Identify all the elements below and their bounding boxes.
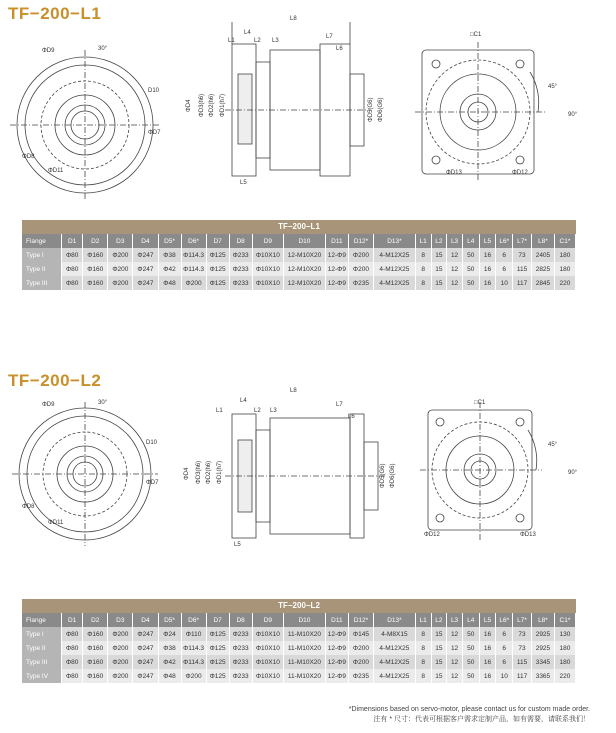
table-cell: 15 (431, 669, 447, 683)
label-d7-2: ΦD7 (146, 480, 159, 486)
table-cell: 4-M12X25 (374, 655, 416, 669)
table-cell: 12-Φ9 (325, 276, 348, 290)
table-cell: 50 (462, 655, 479, 669)
table-cell: Φ247 (133, 262, 158, 276)
label-45deg: 45° (548, 84, 558, 90)
section2-drawings (0, 384, 616, 554)
table-cell: 220 (554, 276, 575, 290)
label-d10: D10 (148, 88, 160, 94)
column-header: D9 (252, 613, 283, 627)
table-cell: 16 (479, 655, 496, 669)
table-cell: 8 (415, 655, 431, 669)
table-cell: Φ125 (206, 248, 229, 262)
label-d13: ΦD13 (446, 170, 462, 176)
table-cell: 117 (513, 669, 532, 683)
table-cell: 115 (513, 262, 532, 276)
label-l8: L8 (290, 16, 297, 22)
table-cell: Φ200 (348, 655, 373, 669)
label-90deg: 90° (568, 112, 578, 118)
column-header: L6* (496, 234, 513, 248)
label-d8-2: ΦD8 (22, 504, 35, 510)
dimension-table-l1 (22, 234, 576, 290)
label-l5: L5 (240, 180, 247, 186)
column-header: D6* (181, 613, 206, 627)
table-row (22, 262, 576, 276)
table-cell: 4-M12X25 (374, 248, 416, 262)
table-cell: Φ80 (62, 248, 83, 262)
table-cell: Φ125 (206, 276, 229, 290)
table-cell: 11-M10X20 (284, 641, 326, 655)
table-cell: 15 (431, 248, 447, 262)
column-header: L5 (479, 234, 496, 248)
table-cell: Φ247 (133, 669, 158, 683)
table-cell: 12-Φ9 (325, 248, 348, 262)
column-header: D2 (83, 234, 108, 248)
table-cell: 4-M8X15 (374, 627, 416, 641)
column-header: D13* (374, 234, 416, 248)
column-header: L8* (531, 234, 554, 248)
label-l6-2: L6 (348, 414, 355, 420)
footnote (349, 705, 590, 725)
row-header: Type II (22, 262, 62, 276)
table-cell: 4-M12X25 (374, 276, 416, 290)
label-45deg-2: 45° (548, 442, 558, 448)
side-view-drawing-2 (225, 414, 385, 538)
label-90deg-2: 90° (568, 470, 578, 476)
table-cell: Φ200 (348, 248, 373, 262)
label-30deg-2: 30° (98, 400, 108, 406)
dimension-table-l2 (22, 613, 576, 683)
table-cell: Φ200 (108, 248, 133, 262)
table-cell: 12-M10X20 (284, 276, 326, 290)
table-cell: 6 (496, 262, 513, 276)
table-cell: Φ160 (83, 641, 108, 655)
row-header: Type IV (22, 669, 62, 683)
column-header: D10 (284, 613, 326, 627)
table-cell: Φ114.3 (181, 655, 206, 669)
front-view-drawing-2 (12, 402, 158, 546)
label-l1-2: L1 (216, 408, 223, 414)
table-cell: 180 (554, 655, 575, 669)
table-cell: 3365 (531, 669, 554, 683)
label-l2-2: L2 (254, 408, 261, 414)
label-d11-2: ΦD11 (48, 520, 64, 526)
label-c1-2: □C1 (474, 400, 486, 406)
table-cell: Φ160 (83, 248, 108, 262)
table-cell: 2925 (531, 641, 554, 655)
row-header: Type I (22, 627, 62, 641)
label-d9-2: ΦD9 (42, 402, 55, 408)
label-d5-2: ΦD5(G6) (380, 463, 386, 488)
table-cell: Φ10X10 (252, 655, 283, 669)
table-cell: Φ125 (206, 669, 229, 683)
table-cell: Φ80 (62, 641, 83, 655)
column-header: L4 (462, 234, 479, 248)
table-cell: Φ114.3 (181, 262, 206, 276)
table-cell: 73 (513, 627, 532, 641)
table-cell: 50 (462, 276, 479, 290)
table-cell: 12 (447, 276, 463, 290)
label-d12-2: ΦD12 (424, 532, 440, 538)
column-header: D7 (206, 613, 229, 627)
table-cell: 2925 (531, 627, 554, 641)
table-cell: 8 (415, 641, 431, 655)
section1-drawings (0, 16, 616, 192)
column-header: D12* (348, 613, 373, 627)
table-cell: 12-Φ9 (325, 627, 348, 641)
label-d13-2: ΦD13 (520, 532, 536, 538)
table-cell: Φ247 (133, 248, 158, 262)
table-cell: 220 (554, 669, 575, 683)
column-header: D1 (62, 613, 83, 627)
table-cell: 16 (479, 276, 496, 290)
table-cell: Φ247 (133, 627, 158, 641)
table-cell: Φ80 (62, 627, 83, 641)
table-cell: 6 (496, 627, 513, 641)
table-cell: Φ10X10 (252, 276, 283, 290)
table-cell: 12-Φ9 (325, 641, 348, 655)
label-d8: ΦD8 (22, 154, 35, 160)
column-header: C1* (554, 234, 575, 248)
side-view-drawing (225, 22, 370, 176)
table-cell: 2845 (531, 276, 554, 290)
label-d3: ΦD3(h6) (199, 93, 205, 117)
table-cell: 16 (479, 669, 496, 683)
column-header: L1 (415, 234, 431, 248)
label-d10-2: D10 (146, 440, 158, 446)
label-d2: ΦD2(h6) (209, 93, 215, 117)
table-cell: 8 (415, 669, 431, 683)
column-header: L6* (496, 613, 513, 627)
table-cell: Φ200 (108, 627, 133, 641)
column-header: D9 (252, 234, 283, 248)
table-cell: 50 (462, 627, 479, 641)
table-cell: 2405 (531, 248, 554, 262)
column-header: L8* (531, 613, 554, 627)
table-cell: 11-M10X20 (284, 669, 326, 683)
table-cell: Φ80 (62, 669, 83, 683)
table-cell: 15 (431, 641, 447, 655)
table-cell: 50 (462, 641, 479, 655)
table-cell: Φ247 (133, 641, 158, 655)
label-l3-2: L3 (270, 408, 277, 414)
row-header: Type II (22, 641, 62, 655)
table-cell: Φ80 (62, 655, 83, 669)
table-cell: Φ24 (158, 627, 181, 641)
table-cell: Φ247 (133, 655, 158, 669)
table-cell: 12 (447, 262, 463, 276)
column-header: Flange (22, 234, 62, 248)
label-l4: L4 (244, 30, 251, 36)
table-cell: Φ10X10 (252, 262, 283, 276)
column-header: D8 (229, 234, 252, 248)
column-header: L5 (479, 613, 496, 627)
table-cell: Φ10X10 (252, 248, 283, 262)
table-cell: Φ48 (158, 276, 181, 290)
table-cell: Φ233 (229, 669, 252, 683)
section1-table-title: TF−200−L1 (22, 220, 576, 234)
column-header: D10 (284, 234, 326, 248)
column-header: L3 (447, 613, 463, 627)
column-header: D4 (133, 234, 158, 248)
column-header: D1 (62, 234, 83, 248)
table-cell: 8 (415, 627, 431, 641)
table-cell: 12-M10X20 (284, 262, 326, 276)
table-cell: Φ10X10 (252, 641, 283, 655)
table-cell: Φ200 (348, 262, 373, 276)
table-cell: Φ10X10 (252, 669, 283, 683)
column-header: L1 (415, 613, 431, 627)
column-header: D2 (83, 613, 108, 627)
table-cell: 12 (447, 248, 463, 262)
table-cell: 11-M10X20 (284, 627, 326, 641)
table-cell: Φ160 (83, 262, 108, 276)
table-cell: 15 (431, 627, 447, 641)
table-cell: Φ125 (206, 641, 229, 655)
table-cell: 11-M10X20 (284, 655, 326, 669)
label-d11: ΦD11 (48, 168, 64, 174)
section1-table (22, 220, 576, 290)
label-d5: ΦD5(G6) (368, 97, 374, 122)
table-cell: 8 (415, 248, 431, 262)
column-header: D11 (325, 234, 348, 248)
section2-table-title: TF−200−L2 (22, 599, 576, 613)
table-cell: 16 (479, 262, 496, 276)
table-cell: 10 (496, 276, 513, 290)
label-d2-2: ΦD2(h6) (206, 460, 212, 484)
table-cell: Φ114.3 (181, 641, 206, 655)
table-cell: Φ38 (158, 641, 181, 655)
table-cell: Φ10X10 (252, 627, 283, 641)
column-header: D13* (374, 613, 416, 627)
label-d4-2: ΦD4 (184, 467, 190, 480)
table-cell: 2825 (531, 262, 554, 276)
table-cell: Φ200 (108, 641, 133, 655)
column-header: D5* (158, 234, 181, 248)
label-d6-2: ΦD6(G6) (390, 463, 396, 488)
table-cell: 115 (513, 655, 532, 669)
footnote-en: *Dimensions based on servo-motor, please contact us for custom made order. (348, 706, 590, 713)
table-cell: Φ235 (348, 669, 373, 683)
table-cell: 15 (431, 655, 447, 669)
label-l4-2: L4 (240, 398, 247, 404)
table-cell: Φ235 (348, 276, 373, 290)
table-cell: 180 (554, 248, 575, 262)
table-cell: 6 (496, 248, 513, 262)
table-cell: 4-M12X25 (374, 262, 416, 276)
table-cell: 16 (479, 248, 496, 262)
column-header: L2 (431, 234, 447, 248)
label-l7-2: L7 (336, 402, 343, 408)
label-d3-2: ΦD3(h6) (196, 460, 202, 484)
label-l1: L1 (228, 38, 235, 44)
column-header: L7* (513, 613, 532, 627)
column-header: D7 (206, 234, 229, 248)
table-row (22, 669, 576, 683)
label-l6: L6 (336, 46, 343, 52)
front-view-drawing (10, 50, 160, 200)
table-cell: Φ160 (83, 655, 108, 669)
section1-title: TF−200−L1 (8, 4, 102, 23)
table-row (22, 641, 576, 655)
back-view-drawing-2 (420, 402, 542, 540)
column-header: L4 (462, 613, 479, 627)
table-cell: 4-M12X25 (374, 669, 416, 683)
table-cell: Φ80 (62, 276, 83, 290)
table-cell: Φ48 (158, 669, 181, 683)
table-row (22, 248, 576, 262)
label-l2: L2 (254, 38, 261, 44)
table-cell: 6 (496, 641, 513, 655)
label-l5-2: L5 (234, 542, 241, 548)
table-cell: 15 (431, 262, 447, 276)
label-d12: ΦD12 (512, 170, 528, 176)
table-cell: Φ233 (229, 276, 252, 290)
table-cell: Φ233 (229, 641, 252, 655)
table-cell: Φ200 (108, 669, 133, 683)
table-cell: Φ145 (348, 627, 373, 641)
table-cell: Φ125 (206, 655, 229, 669)
table-cell: Φ80 (62, 262, 83, 276)
table-cell: 16 (479, 627, 496, 641)
table-cell: 12 (447, 627, 463, 641)
footnote-cn: 注有 * 尺寸：代表可根据客户需求定制产品，如有需要，请联系我们！ (373, 716, 590, 723)
table-cell: Φ42 (158, 262, 181, 276)
column-header: L7* (513, 234, 532, 248)
table-cell: 12-M10X20 (284, 248, 326, 262)
column-header: D8 (229, 613, 252, 627)
section2-title: TF−200−L2 (8, 371, 102, 390)
label-l8-2: L8 (290, 388, 297, 394)
table-cell: Φ200 (181, 276, 206, 290)
table-cell: Φ125 (206, 262, 229, 276)
table-cell: 4-M12X25 (374, 641, 416, 655)
label-d4: ΦD4 (186, 99, 192, 112)
label-d6: ΦD6(G6) (378, 97, 384, 122)
table-cell: Φ200 (108, 655, 133, 669)
table-cell: Φ42 (158, 655, 181, 669)
table-cell: Φ125 (206, 627, 229, 641)
table-cell: 8 (415, 276, 431, 290)
table-cell: 12-Φ9 (325, 262, 348, 276)
table-cell: Φ233 (229, 262, 252, 276)
table-cell: Φ200 (108, 276, 133, 290)
column-header: D3 (108, 234, 133, 248)
column-header: D3 (108, 613, 133, 627)
table-cell: Φ200 (108, 262, 133, 276)
table-cell: 12-Φ9 (325, 669, 348, 683)
table-cell: 50 (462, 669, 479, 683)
column-header: L3 (447, 234, 463, 248)
table-cell: 16 (479, 641, 496, 655)
table-cell: 10 (496, 669, 513, 683)
table-row (22, 655, 576, 669)
table-cell: 50 (462, 248, 479, 262)
table-cell: 12 (447, 641, 463, 655)
column-header: D6* (181, 234, 206, 248)
table-cell: 180 (554, 262, 575, 276)
table-cell: Φ200 (181, 669, 206, 683)
table-cell: 3345 (531, 655, 554, 669)
column-header: D5* (158, 613, 181, 627)
table-cell: 130 (554, 627, 575, 641)
table-row (22, 276, 576, 290)
table-cell: 12-Φ9 (325, 655, 348, 669)
table-cell: 73 (513, 248, 532, 262)
table-cell: 6 (496, 655, 513, 669)
column-header: Flange (22, 613, 62, 627)
label-d9: ΦD9 (42, 48, 55, 54)
column-header: D11 (325, 613, 348, 627)
table-cell: 12 (447, 655, 463, 669)
table-row (22, 627, 576, 641)
table-cell: 180 (554, 641, 575, 655)
column-header: D12* (348, 234, 373, 248)
back-view-drawing (415, 42, 545, 182)
label-d1-2: ΦD1(h7) (217, 460, 223, 484)
table-cell: Φ200 (348, 641, 373, 655)
table-cell: Φ160 (83, 276, 108, 290)
table-cell: Φ38 (158, 248, 181, 262)
row-header: Type III (22, 655, 62, 669)
label-d1: ΦD1(h7) (220, 93, 226, 117)
table-cell: 8 (415, 262, 431, 276)
row-header: Type I (22, 248, 62, 262)
table-cell: 15 (431, 276, 447, 290)
label-d7: ΦD7 (148, 130, 161, 136)
table-cell: Φ233 (229, 627, 252, 641)
table-cell: 117 (513, 276, 532, 290)
table-cell: Φ160 (83, 627, 108, 641)
label-l3: L3 (272, 38, 279, 44)
table-cell: Φ233 (229, 248, 252, 262)
table-cell: Φ114.3 (181, 248, 206, 262)
table-cell: Φ160 (83, 669, 108, 683)
table-cell: 50 (462, 262, 479, 276)
row-header: Type III (22, 276, 62, 290)
label-30deg: 30° (98, 46, 108, 52)
column-header: L2 (431, 613, 447, 627)
section2-table (22, 599, 576, 683)
column-header: D4 (133, 613, 158, 627)
table-cell: Φ247 (133, 276, 158, 290)
table-cell: 12 (447, 669, 463, 683)
table-cell: Φ233 (229, 655, 252, 669)
table-cell: 73 (513, 641, 532, 655)
label-c1: □C1 (470, 32, 482, 38)
column-header: C1* (554, 613, 575, 627)
label-l7: L7 (326, 34, 333, 40)
table-cell: Φ110 (181, 627, 206, 641)
